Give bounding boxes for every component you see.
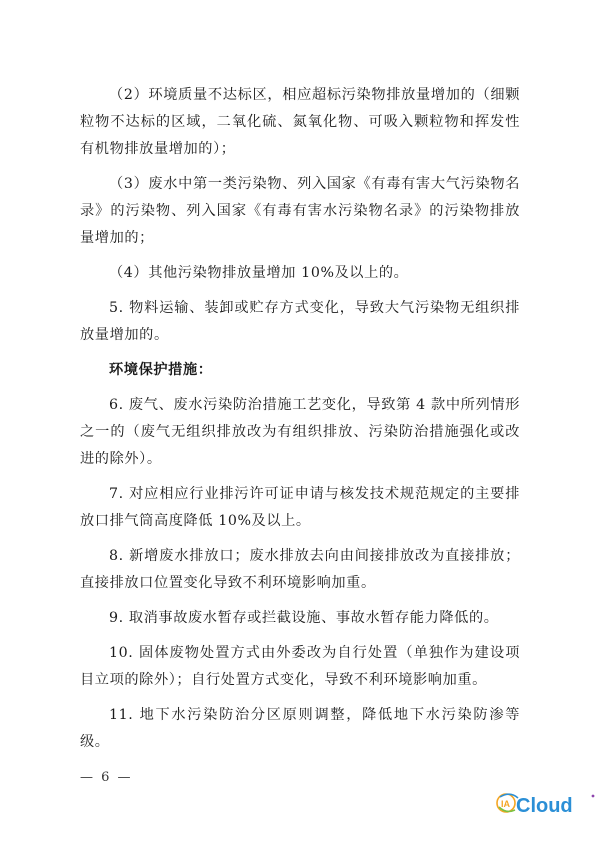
- section-heading-environmental-protection: 环境保护措施：: [109, 362, 213, 378]
- paragraph-item-7: 7. 对应相应行业排污许可证申请与核发技术规范规定的主要排放口排气筒高度降低 10%及以上。: [80, 486, 520, 529]
- paragraph-item-5: 5. 物料运输、装卸或贮存方式变化，导致大气污染物无组织排放量增加的。: [80, 300, 520, 343]
- paragraph-item-11: 11. 地下水污染防治分区原则调整，降低地下水污染防渗等级。: [80, 707, 520, 750]
- paragraph-item-9: 9. 取消事故废水暂存或拦截设施、事故水暂存能力降低的。: [109, 610, 499, 626]
- document-body: [80, 82, 520, 764]
- page-number: — 6 —: [80, 770, 133, 785]
- iacloud-logo: [496, 788, 595, 818]
- logo-dot-purple: [592, 795, 595, 798]
- paragraph-item-8: 8. 新增废水排放口；废水排放去向由间接排放改为直接排放；直接排放口位置变化导致不利环境影响加重。: [80, 548, 520, 591]
- paragraph-3-toxic-pollutants: （3）废水中第一类污染物、列入国家《有毒有害大气污染物名录》的污染物、列入国家《有毒有害水污染物名录》的污染物排放量增加的；: [80, 176, 520, 246]
- logo-text-ia: IA: [501, 799, 510, 809]
- logo-text-cloud: Cloud: [516, 795, 573, 817]
- paragraph-item-10: 10. 固体废物处置方式由外委改为自行处置（单独作为建设项目立项的除外）；自行处置方式变化，导致不利环境影响加重。: [80, 645, 520, 688]
- paragraph-4-other-pollutants: （4）其他污染物排放量增加 10%及以上的。: [109, 265, 409, 281]
- paragraph-item-6: 6. 废气、废水污染防治措施工艺变化，导致第 4 款中所列情形之一的（废气无组织排放改为有组织排放、污染防治措施强化或改进的除外）。: [80, 397, 520, 467]
- paragraph-2-air-quality: （2）环境质量不达标区，相应超标污染物排放量增加的（细颗粒物不达标的区域，二氧化硫、氮氧化物、可吸入颗粒物和挥发性有机物排放量增加的）；: [80, 87, 520, 157]
